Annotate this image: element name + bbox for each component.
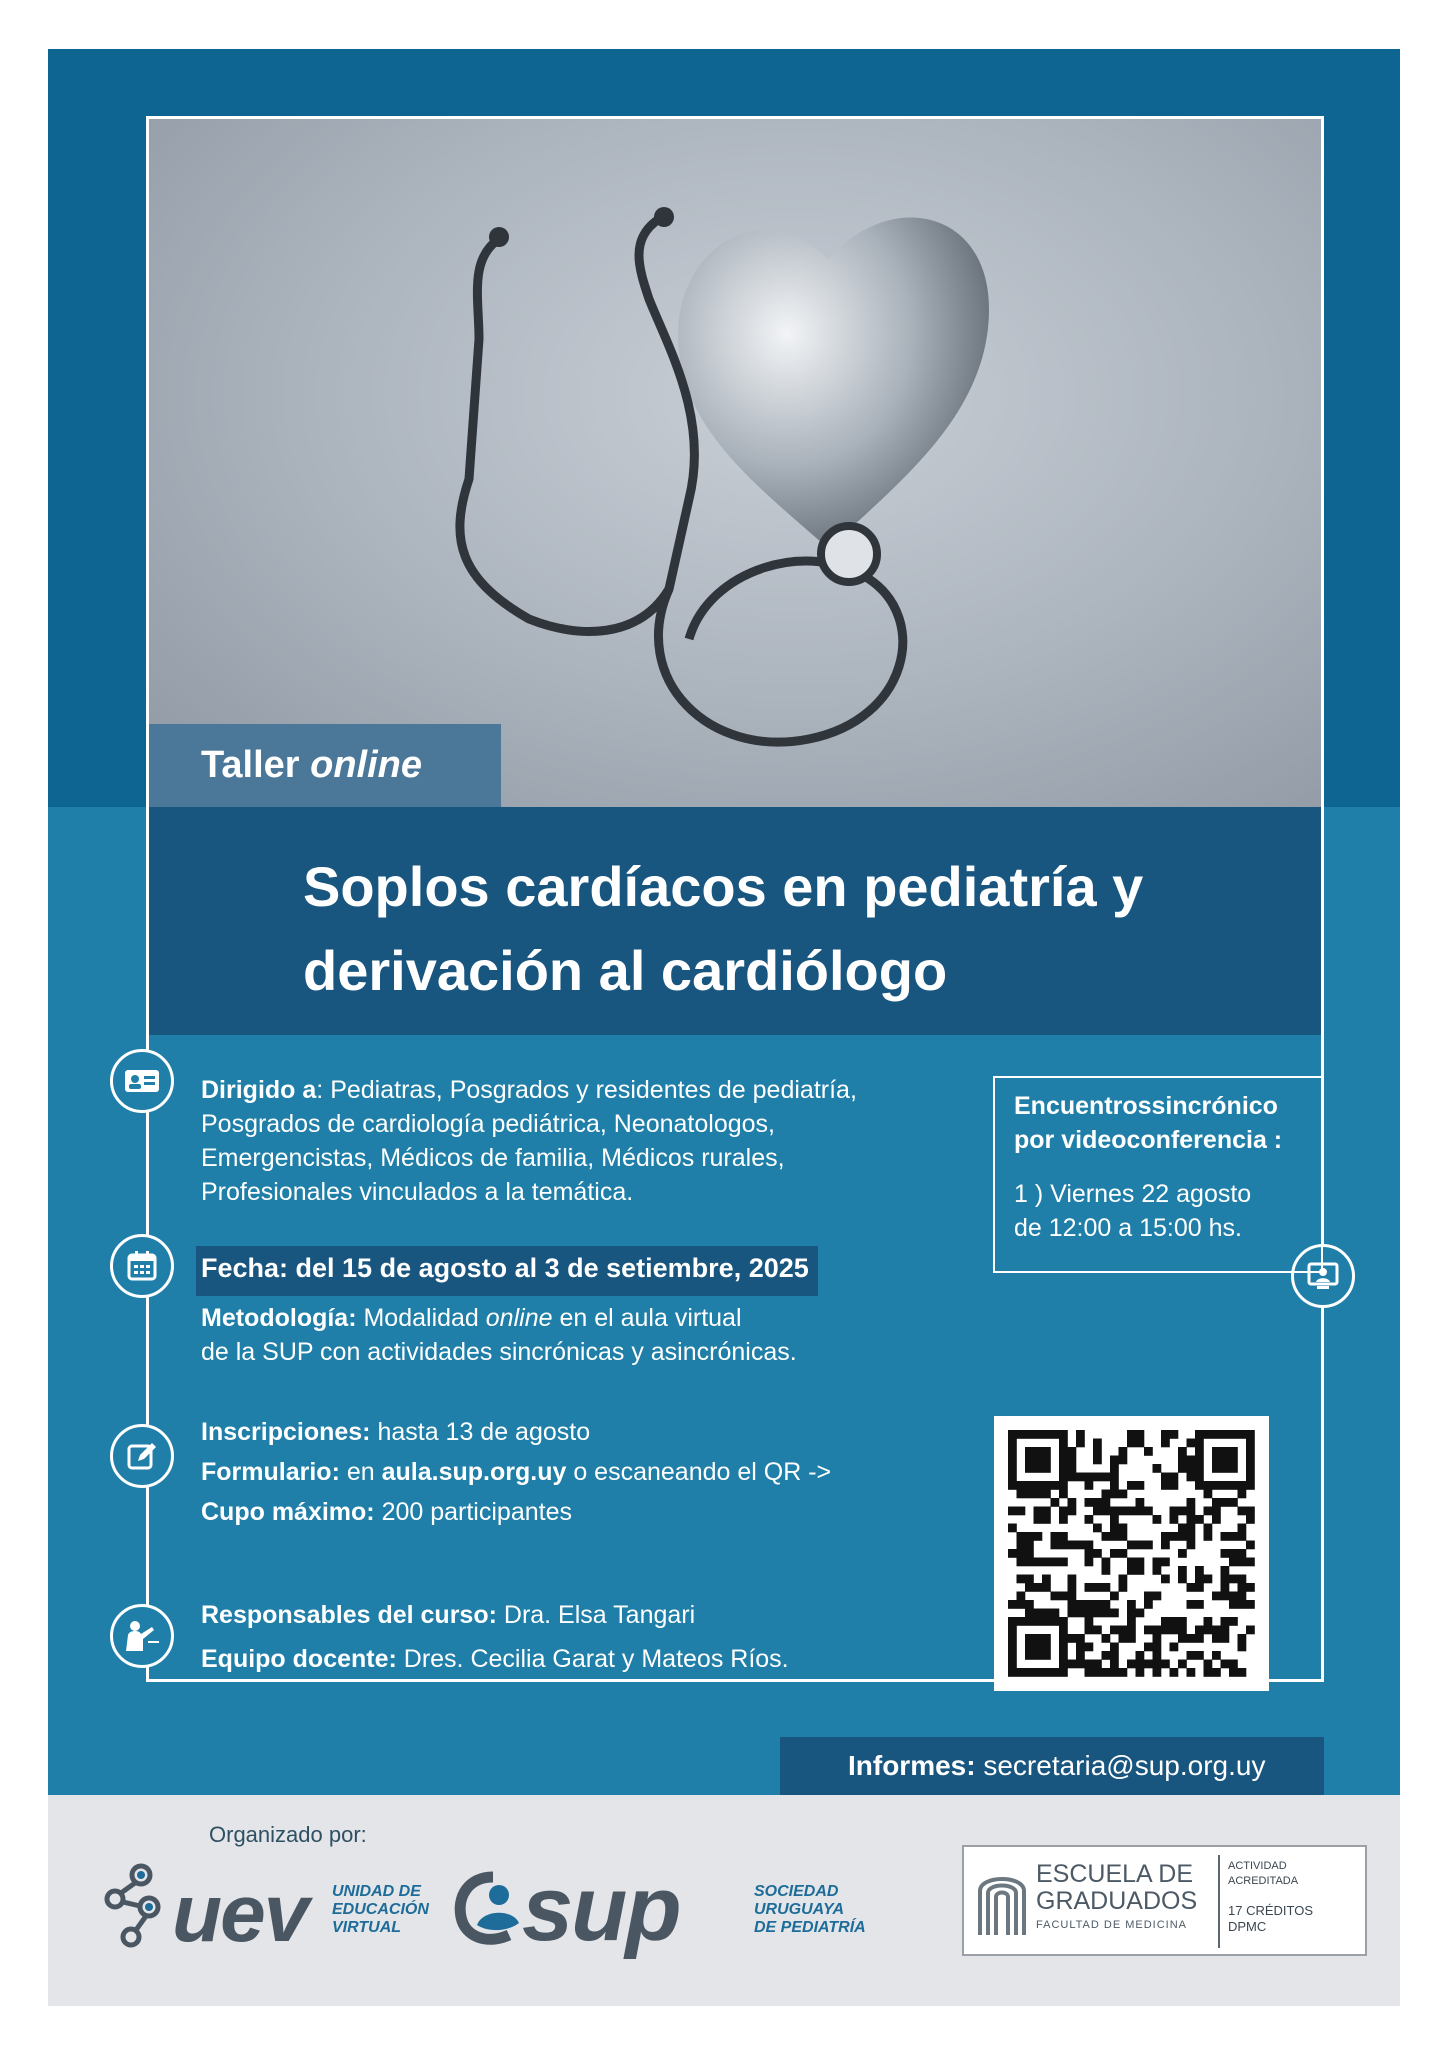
contact-email[interactable]: secretaria@sup.org.uy	[975, 1750, 1266, 1781]
uev-network-icon	[101, 1857, 171, 1957]
teacher-icon	[110, 1604, 174, 1668]
page-title: Soplos cardíacos en pediatría y derivación al cardiólogo	[303, 855, 1144, 1002]
calendar-icon	[110, 1234, 174, 1298]
workshop-tag: Taller online	[149, 724, 501, 807]
sup-mother-child-icon	[453, 1869, 525, 1949]
registration-link[interactable]: aula.sup.org.uy	[381, 1458, 567, 1486]
escuela-arch-icon	[976, 1865, 1028, 1937]
poster: Taller online Soplos cardíacos en pediatría y derivación al cardiólogo Dirigido a: Pediatras, Posgrados y residentes de pediatría, Posgrados de cardiología pediátrica, Neonatologos, Emergencistas, Médicos de familia, Médicos rurales, Profesionales vinculados a la temática. Fecha: del 15 de agosto al 3 de setiembre, 2025 Metodología: Modalidad online en el aula virtual de la SUP con actividades sincrónicas y asincrónicas. Inscripciones: hasta 13 de agosto Formulario: en aula.sup.org.uy o escaneando el QR -> Cupo máximo: 200 participantes Responsables del curso: Dra. Elsa Tangari Equipo docente: Dres. Cecilia Garat y Mateos Ríos. Encuentrossincrónico por videoconferencia : 1 ) Viernes 22 agosto de 12:00 a 15:00 hs. Informes: secretaria@sup.org.uy Organizado por: uev UNIDAD DE EDUCACIÓN VIRTUAL sup SOCIEDAD URUGUAYA DE PEDIATRÍA ESCUELA DE GRADUADOS FACULTAD DE MEDICINA ACTIVIDAD ACREDITADA 17 CRÉDITOS DPMC	[48, 49, 1400, 2006]
registration-info: Inscripciones: hasta 13 de agosto Formulario: en aula.sup.org.uy o escaneando el QR -> Cupo máximo: 200 participantes	[201, 1418, 832, 1526]
escuela-graduados-logo: ESCUELA DE GRADUADOS FACULTAD DE MEDICINA ACTIVIDAD ACREDITADA 17 CRÉDITOS DPMC	[962, 1845, 1367, 1956]
contact-bar: Informes: secretaria@sup.org.uy	[780, 1737, 1324, 1795]
title-box	[149, 807, 1321, 1035]
methodology: Metodología: Modalidad online en el aula virtual de la SUP con actividades sincrónicas y asincrónicas.	[201, 1304, 797, 1366]
sync-sessions-date: 1 ) Viernes 22 agosto de 12:00 a 15:00 hs.	[1014, 1180, 1252, 1242]
qr-code[interactable]	[994, 1416, 1269, 1691]
organized-by-label: Organizado por:	[209, 1822, 367, 1847]
id-card-icon	[110, 1049, 174, 1113]
edit-icon	[110, 1424, 174, 1488]
target-audience: Dirigido a: Pediatras, Posgrados y residentes de pediatría, Posgrados de cardiología pediátrica, Neonatologos, Emergencistas, Médicos de familia, Médicos rurales, Profesionales vinculados a la temática.	[201, 1076, 857, 1206]
course-dates: Fecha: del 15 de agosto al 3 de setiembre, 2025	[201, 1253, 809, 1283]
course-staff: Responsables del curso: Dra. Elsa Tangari Equipo docente: Dres. Cecilia Garat y Mateos Ríos.	[201, 1601, 789, 1673]
sync-sessions-title: Encuentrossincrónico por videoconferencia :	[1014, 1092, 1283, 1154]
